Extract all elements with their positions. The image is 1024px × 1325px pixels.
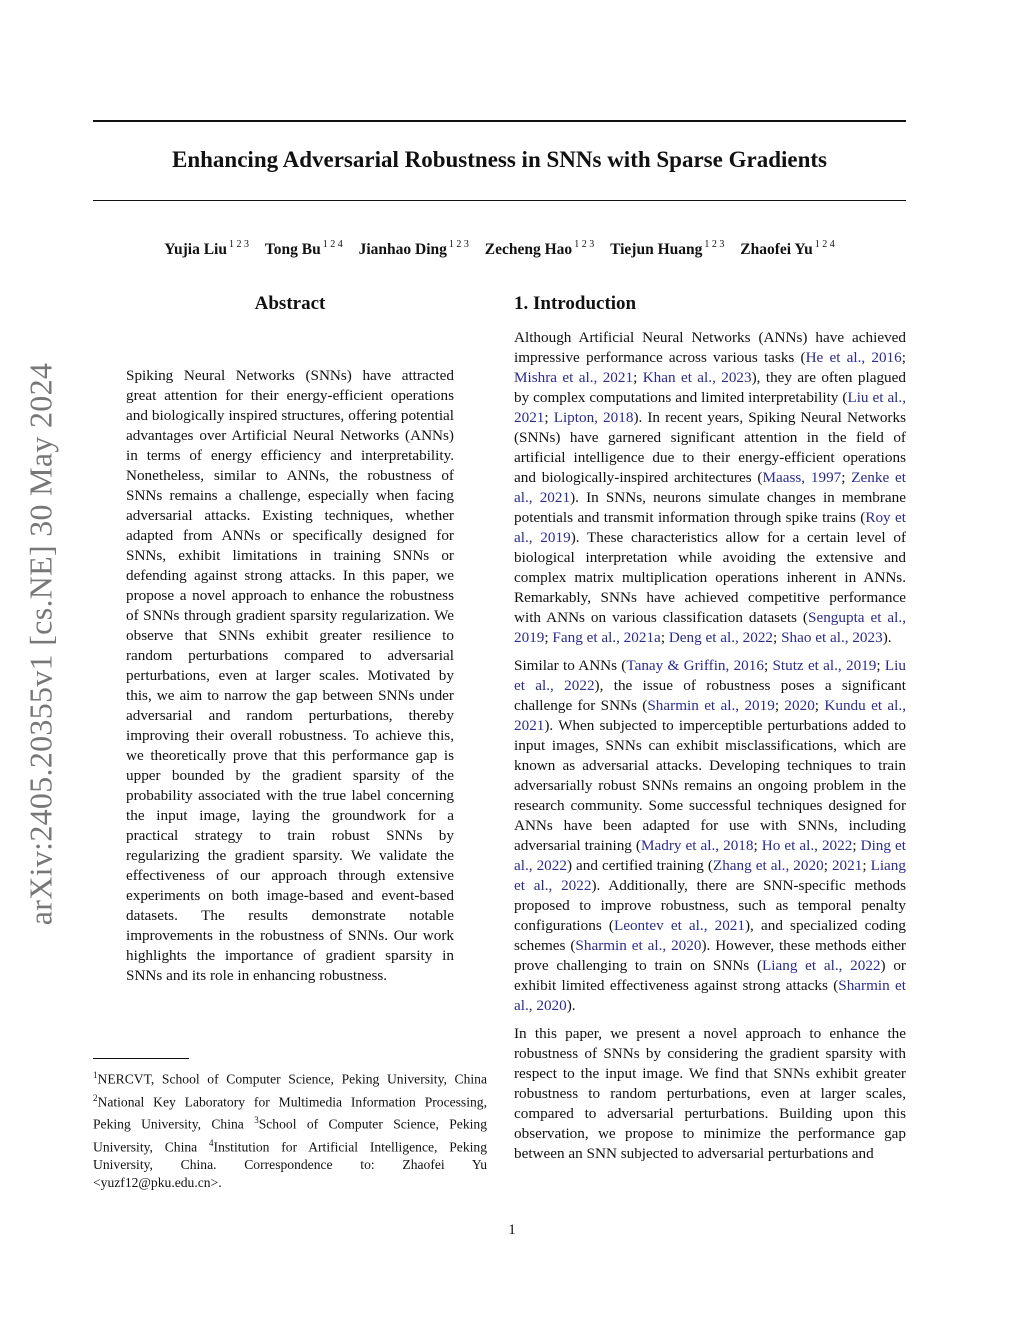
- intro-paragraph-1: Although Artificial Neural Networks (ANNs) have achieved impressive performance across various tasks (He et al., 2016; Mishra et al., 2021; Khan et al., 2023), they are often plagued by complex computations and limited interpretability (Liu et al., 2021; Lipton, 2018). In recent years, Spiking Neural Networks (SNNs) have garnered significant attention in the field of artificial intelligence due to their energy-efficient operations and biologically-inspired architectures (Maass, 1997; Zenke et al., 2021). In SNNs, neurons simulate changes in membrane potentials and transmit information through spike trains (Roy et al., 2019). These characteristics allow for a certain level of biological interpretation while avoiding the extensive and complex matrix multiplication operations inherent in ANNs. Remarkably, SNNs have achieved competitive performance with ANNs on various classification datasets (Sengupta et al., 2019; Fang et al., 2021a; Deng et al., 2022; Shao et al., 2023).: [514, 329, 907, 646]
- citation-link[interactable]: Liu et al., 2021: [514, 389, 906, 426]
- affiliation-marks: 1 2 3: [448, 239, 469, 250]
- right-column: [514, 292, 906, 1164]
- citation-link[interactable]: Lipton, 2018: [553, 409, 634, 426]
- citation-link[interactable]: Tanay & Griffin, 2016: [626, 657, 764, 674]
- affiliation-marks: 1 2 3: [704, 239, 725, 250]
- citation-link[interactable]: Roy et al., 2019: [514, 509, 907, 546]
- title-rule-bottom: [93, 200, 906, 201]
- affiliation-marks: 1 2 4: [814, 239, 835, 250]
- citation-link[interactable]: Liu et al., 2022: [514, 657, 906, 694]
- paper-title: Enhancing Adversarial Robustness in SNNs with Sparse Gradients: [172, 147, 827, 172]
- citation-link[interactable]: Shao et al., 2023: [781, 629, 883, 646]
- citation-link[interactable]: 2020: [784, 697, 815, 714]
- left-column: [93, 292, 487, 986]
- citation-link[interactable]: Kundu et al., 2021: [514, 697, 906, 734]
- citation-link[interactable]: Sengupta et al., 2019: [514, 609, 906, 646]
- abstract-text: Spiking Neural Networks (SNNs) have attracted great attention for their energy-efficient operations and biologically inspired structures, offering potential advantages over Artificial Neural Networks (ANNs) in terms of energy efficiency and interpretability. Nonetheless, similar to ANNs, the robustness of SNNs remains a challenge, especially when facing adversarial attacks. Existing techniques, whether adapted from ANNs or specifically designed for SNNs, exhibit limitations in training SNNs or defending against strong attacks. In this paper, we propose a novel approach to enhance the robustness of SNNs through gradient sparsity regularization. We observe that SNNs exhibit greater resilience to random perturbations compared to adversarial perturbations, even at larger scales. Motivated by this, we aim to narrow the gap between SNNs under adversarial and random perturbations, thereby improving their overall robustness. To achieve this, we theoretically prove that this performance gap is upper bounded by the gradient sparsity of the probability associated with the true label concerning the input image, laying the groundwork for a practical strategy to train robust SNNs by regularizing the gradient sparsity. We validate the effectiveness of our approach through extensive experiments on both image-based and event-based datasets. The results demonstrate notable improvements in the robustness of SNNs. Our work highlights the importance of gradient sparsity in SNNs and its role in enhancing robustness.: [126, 367, 454, 984]
- arxiv-stamp-text: arXiv:2405.20355v1 [cs.NE] 30 May 2024: [22, 362, 59, 926]
- citation-link[interactable]: Zenke et al., 2021: [514, 469, 906, 506]
- citation-link[interactable]: Deng et al., 2022: [668, 629, 774, 646]
- citation-link[interactable]: Stutz et al., 2019: [772, 657, 877, 674]
- author-list: [93, 236, 906, 260]
- citation-link[interactable]: Sharmin et al., 2020: [514, 977, 906, 1014]
- footnote-rule: [93, 1058, 189, 1059]
- title-rule-top: [93, 120, 906, 122]
- citation-link[interactable]: Sharmin et al., 2019: [647, 697, 775, 714]
- page-number: 1: [508, 1222, 516, 1238]
- author: Zhaofei Yu $^{1 2 4}$: [740, 239, 835, 259]
- citation-link[interactable]: Maass, 1997: [762, 469, 842, 486]
- citation-link[interactable]: 2021: [831, 857, 863, 874]
- citation-link[interactable]: Mishra et al., 2021: [514, 369, 634, 386]
- arxiv-stamp: [22, 344, 60, 944]
- intro-paragraph-3: In this paper, we present a novel approach to enhance the robustness of SNNs by considering the gradient sparsity with respect to the input image. We find that SNNs exhibit greater robustness to random perturbations, even at larger scales, compared to adversarial perturbations. Building upon this observation, we propose to minimize the performance gap between an SNN subjected to adversarial perturbations and: [514, 1025, 906, 1162]
- citation-link[interactable]: Ho et al., 2022: [761, 837, 853, 854]
- citation-link[interactable]: He et al., 2016: [805, 349, 902, 366]
- citation-link[interactable]: Leontev et al., 2021: [613, 917, 745, 934]
- citation-link[interactable]: Liang et al., 2022: [762, 957, 881, 974]
- citation-link[interactable]: Ding et al., 2022: [514, 837, 906, 874]
- author: Tiejun Huang $^{1 2 3}$: [610, 239, 725, 259]
- author: Jianhao Ding $^{1 2 3}$: [358, 239, 469, 259]
- citation-link[interactable]: Liang et al., 2022: [514, 857, 906, 894]
- citation-link[interactable]: Zhang et al., 2020: [712, 857, 824, 874]
- intro-paragraph-2: Similar to ANNs (Tanay & Griffin, 2016; Stutz et al., 2019; Liu et al., 2022), the issue of robustness poses a significant challenge for SNNs (Sharmin et al., 2019; 2020; Kundu et al., 2021). When subjected to imperceptible perturbations added to input images, SNNs can exhibit misclassifications, which are known as adversarial attacks. Developing techniques to train adversarially robust SNNs remains an ongoing problem in the research community. Some successful techniques designed for ANNs have been adapted for use with SNNs, including adversarial training (Madry et al., 2018; Ho et al., 2022; Ding et al., 2022) and certified training (Zhang et al., 2020; 2021; Liang et al., 2022). Additionally, there are SNN-specific methods proposed to improve robustness, such as temporal penalty configurations (Leontev et al., 2021), and specialized coding schemes (Sharmin et al., 2020). However, these methods either prove challenging to train on SNNs (Liang et al., 2022) or exhibit limited effectiveness against strong attacks (Sharmin et al., 2020).: [514, 657, 907, 1014]
- author: Tong Bu $^{1 2 4}$: [264, 239, 343, 259]
- affiliation-footnote: $^1$NERCVT, School of Computer Science, Peking University, China $^2$National Key Laboratory for Multimedia Information Processing, Peking University, China $^3$School of Computer Science, Peking University, China $^4$Institution for Artificial Intelligence, Peking University, China. Correspondence to: Zhaofei Yu <yuzf12@pku.edu.cn>.: [93, 1070, 487, 1191]
- citation-link[interactable]: Madry et al., 2018: [641, 837, 754, 854]
- citation-link[interactable]: Sharmin et al., 2020: [575, 937, 702, 954]
- citation-link[interactable]: Fang et al., 2021a: [552, 629, 661, 646]
- affiliation-marks: 1 2 3: [574, 239, 595, 250]
- affiliation-marks: 1 2 3: [228, 239, 249, 250]
- affiliation-marks: 1 2 4: [322, 239, 343, 250]
- abstract-heading: Abstract: [254, 293, 326, 314]
- author: Zecheng Hao $^{1 2 3}$: [484, 239, 595, 259]
- author: Yujia Liu $^{1 2 3}$: [164, 239, 249, 259]
- citation-link[interactable]: Khan et al., 2023: [642, 369, 752, 386]
- section-heading-introduction: 1. Introduction: [514, 293, 637, 314]
